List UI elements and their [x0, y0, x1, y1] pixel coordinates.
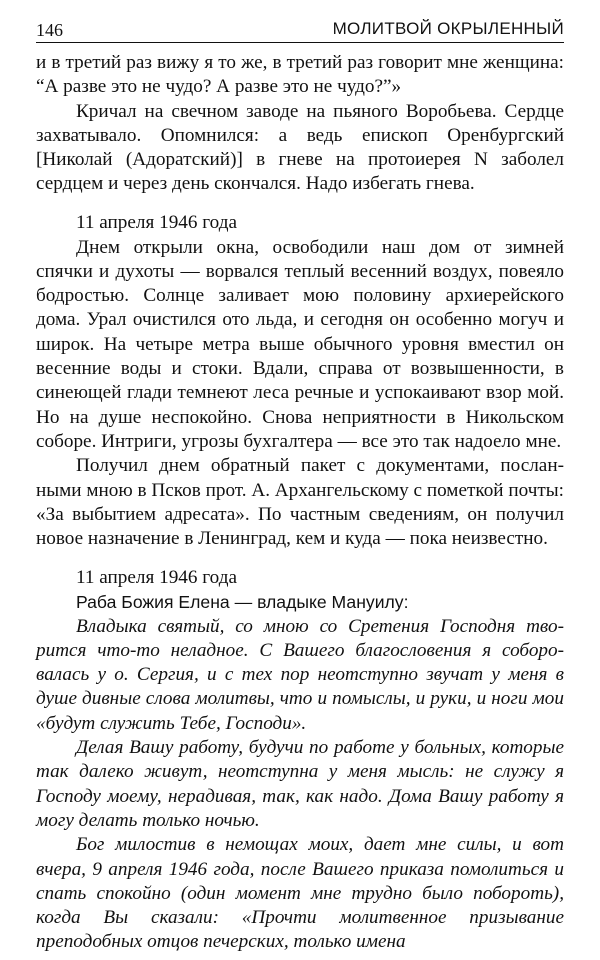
letter-paragraph: Владыка святый, со мною со Сретения Господня творится что-то неладное. С Вашего благословения я соборовалась у о. Сергия, и с тех пор неотступно звучат у меня в душе дивные слова молитвы, что и помыслы, и руки, и ноги мои «будут служить Тебе, Господи». — [36, 615, 564, 734]
diary-date: 11 апреля 1946 года — [76, 566, 237, 588]
page-header — [36, 12, 564, 43]
running-title: МОЛИТВОЙ ОКРЫЛЕННЫЙ — [332, 19, 564, 38]
letter-heading: Раба Божия Елена — владыке Мануилу: — [76, 592, 409, 613]
page-body — [36, 51, 564, 955]
letter-paragraph: Бог милостив в немощах моих, дает мне силы, и вот вчера, 9 апреля 1946 года, после Вашего приказа помолиться и спать спокойно (один момент мне трудно было побороть), когда Вы сказали: «Прочти молитвенное призывание преподобных отцов печерских, только имена — [36, 834, 564, 953]
paragraph-continued: и в третий раз вижу я то же, в третий раз говорит мне женщина: “А разве это не чудо? А разве это не чудо?”» — [36, 52, 564, 98]
paragraph: Днем открыли окна, освободили наш дом от зимней спячки и духоты — ворвался теплый весенний воздух, повеяло бодростью. Солнце заливает мою половину архиерейского дома. Урал очистился ото льда, и сегодня он особенно могуч и широк. На четыре метра выше обычного уровня вместил он весенние воды и стоки. Вдали, справа от возвышенности, в синеющей глади темнеют леса речные и успокаивают взор мой. Но на душе неспокойно. Снова неприятности в Никольском соборе. Интриги, угрозы бухгалтера — все это так надоело мне. — [36, 236, 564, 452]
page-number: 146 — [36, 20, 63, 40]
letter-paragraph: Делая Вашу работу, будучи по работе у больных, которые так далеко живут, неотступна у меня мысль: не служу я Господу моему, нерадивая, так, как надо. Дома Вашу работу я могу делать только ночью. — [36, 737, 564, 831]
paragraph: Получил днем обратный пакет с документами, посланными мною в Псков прот. А. Архангельскому с пометкой почты: «За выбытием адресата». По частным сведениям, он получил новое назначение в Ленинград, кем и куда — пока неизвестно. — [36, 455, 564, 550]
paragraph: Кричал на свечном заводе на пьяного Воробьева. Сердце захватывало. Опомнился: а ведь епископ Оренбургский [Николай (Адоратский)] в гневе на протоиерея N заболел сердцем и через день скончался. Надо избегать гнева. — [36, 100, 564, 195]
diary-date: 11 апреля 1946 года — [76, 212, 237, 234]
